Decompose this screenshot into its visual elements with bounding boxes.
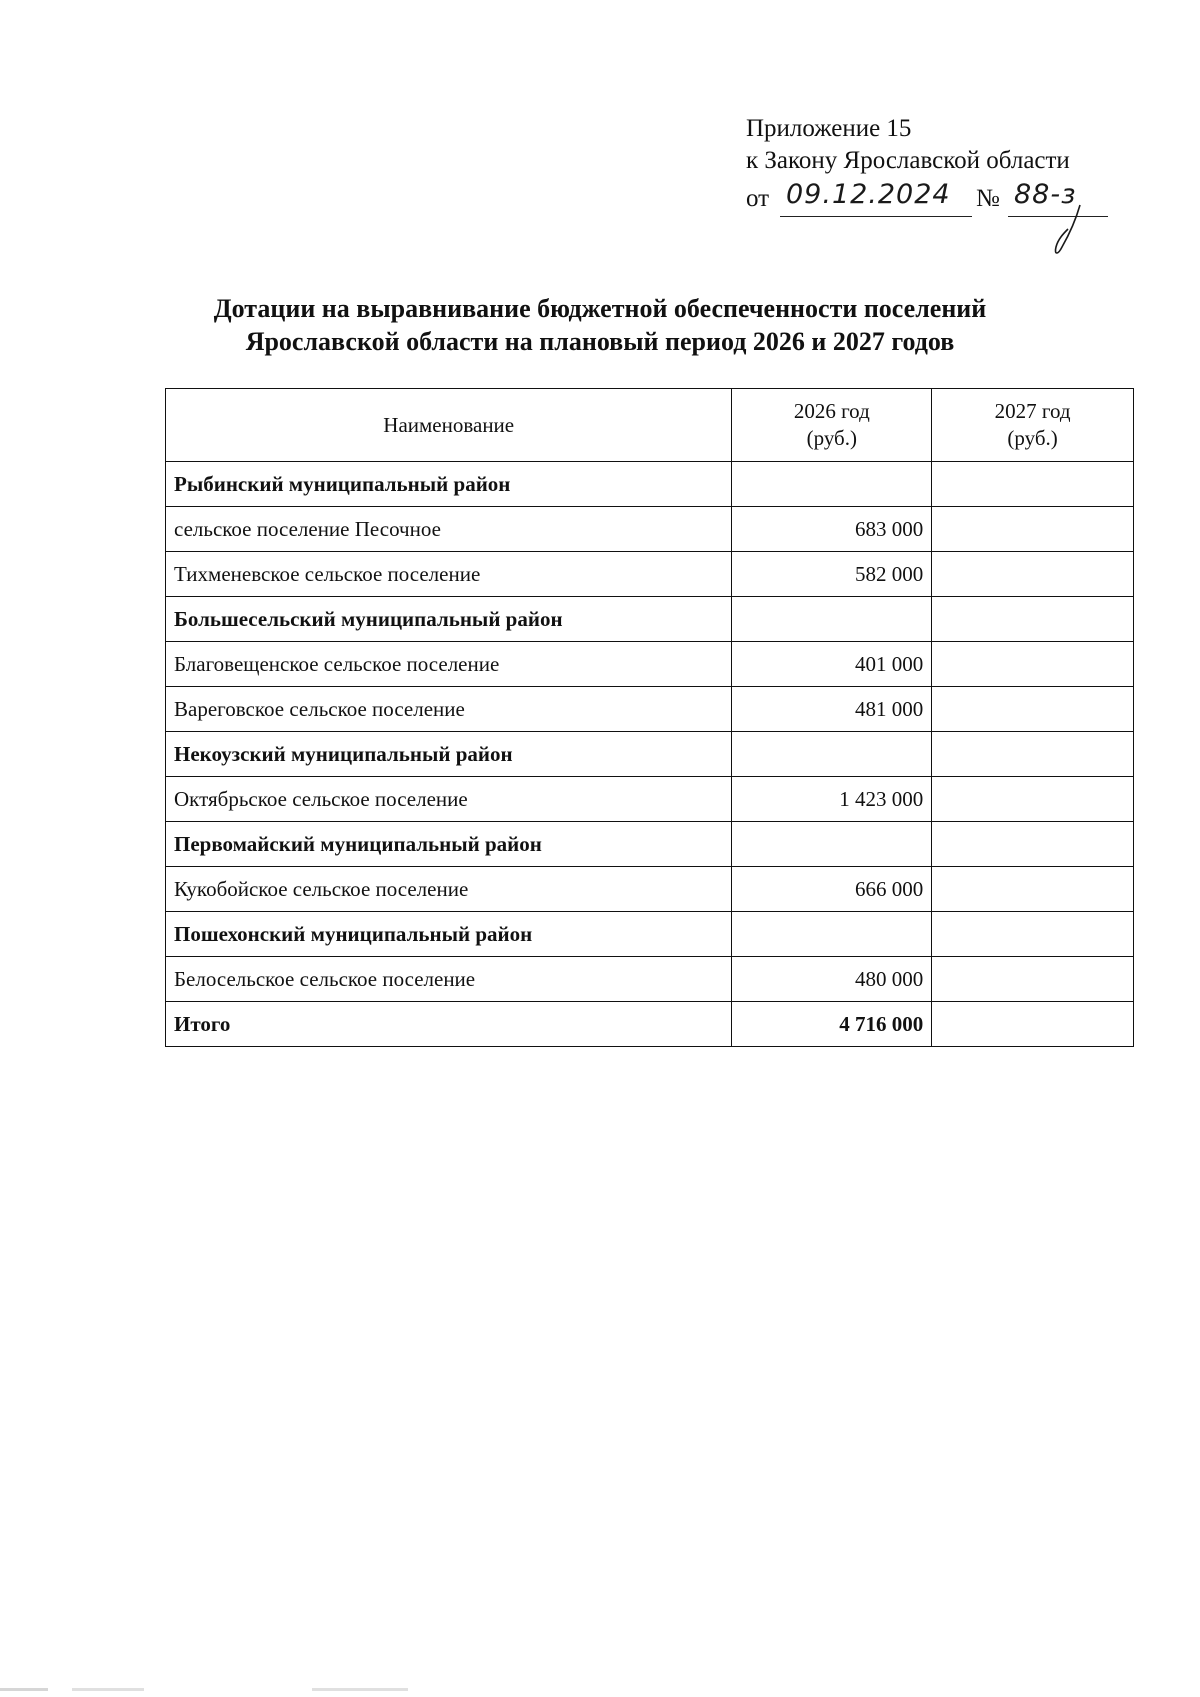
- table-row-district: [166, 732, 1134, 777]
- from-label: от: [746, 185, 770, 212]
- row-name: Октябрьское сельское поселение: [166, 777, 732, 822]
- row-value-2027: [932, 642, 1134, 687]
- table-row-district: [166, 912, 1134, 957]
- subsidies-table: [165, 388, 1134, 1047]
- table-row-district: [166, 822, 1134, 867]
- row-name: сельское поселение Песочное: [166, 507, 732, 552]
- appendix-law-reference: к Закону Ярославской области: [746, 147, 1070, 174]
- total-value-2026: 4 716 000: [732, 1002, 932, 1047]
- row-name: Благовещенское сельское поселение: [166, 642, 732, 687]
- title-line-2: Ярославской области на плановый период 2026 и 2027 годов: [245, 327, 955, 356]
- total-label: Итого: [166, 1002, 732, 1047]
- row-value-2026: [732, 597, 932, 642]
- handwritten-date: 09.12.2024: [786, 179, 951, 210]
- table-row-district: [166, 597, 1134, 642]
- row-value-2026: 666 000: [732, 867, 932, 912]
- row-value-2026: 683 000: [732, 507, 932, 552]
- row-value-2027: [932, 822, 1134, 867]
- row-value-2027: [932, 867, 1134, 912]
- row-value-2027: [932, 597, 1134, 642]
- table-row: [166, 642, 1134, 687]
- column-header-2027: 2027 год (руб.): [932, 389, 1134, 462]
- table-row: [166, 957, 1134, 1002]
- law-date-number-line: [746, 177, 1166, 223]
- row-value-2026: [732, 912, 932, 957]
- table-row-total: [166, 1002, 1134, 1047]
- scan-artifact-line: [0, 1688, 1200, 1691]
- row-name: Первомайский муниципальный район: [166, 822, 732, 867]
- row-name: Тихменевское сельское поселение: [166, 552, 732, 597]
- row-name: Пошехонский муниципальный район: [166, 912, 732, 957]
- table-row: [166, 507, 1134, 552]
- appendix-number: Приложение 15: [746, 115, 912, 142]
- handwritten-number: 88-з: [1014, 179, 1077, 210]
- row-name: Вареговское сельское поселение: [166, 687, 732, 732]
- number-sign-label: №: [976, 185, 1000, 212]
- row-value-2027: [932, 552, 1134, 597]
- table-row: [166, 552, 1134, 597]
- row-name: Кукобойское сельское поселение: [166, 867, 732, 912]
- row-value-2026: [732, 462, 932, 507]
- row-value-2027: [932, 687, 1134, 732]
- row-name: Рыбинский муниципальный район: [166, 462, 732, 507]
- row-value-2026: 401 000: [732, 642, 932, 687]
- row-value-2027: [932, 912, 1134, 957]
- row-value-2027: [932, 462, 1134, 507]
- date-field: [780, 177, 972, 217]
- table-header-row: [166, 389, 1134, 462]
- row-value-2027: [932, 507, 1134, 552]
- row-value-2026: 1 423 000: [732, 777, 932, 822]
- title-line-1: Дотации на выравнивание бюджетной обеспеченности поселений: [213, 294, 987, 323]
- row-name: Белосельское сельское поселение: [166, 957, 732, 1002]
- row-value-2026: 481 000: [732, 687, 932, 732]
- table-row: [166, 777, 1134, 822]
- row-value-2027: [932, 732, 1134, 777]
- handwritten-stroke-icon: [1050, 203, 1090, 259]
- row-value-2026: 480 000: [732, 957, 932, 1002]
- column-header-2026: 2026 год (руб.): [732, 389, 932, 462]
- document-title: [165, 292, 1035, 358]
- row-value-2026: [732, 822, 932, 867]
- appendix-block: [746, 113, 1166, 223]
- table-row: [166, 687, 1134, 732]
- row-value-2027: [932, 777, 1134, 822]
- table-row: [166, 867, 1134, 912]
- total-value-2027: [932, 1002, 1134, 1047]
- row-value-2026: [732, 732, 932, 777]
- column-header-name: Наименование: [166, 389, 732, 462]
- row-value-2027: [932, 957, 1134, 1002]
- row-name: Большесельский муниципальный район: [166, 597, 732, 642]
- row-name: Некоузский муниципальный район: [166, 732, 732, 777]
- table-row-district: [166, 462, 1134, 507]
- row-value-2026: 582 000: [732, 552, 932, 597]
